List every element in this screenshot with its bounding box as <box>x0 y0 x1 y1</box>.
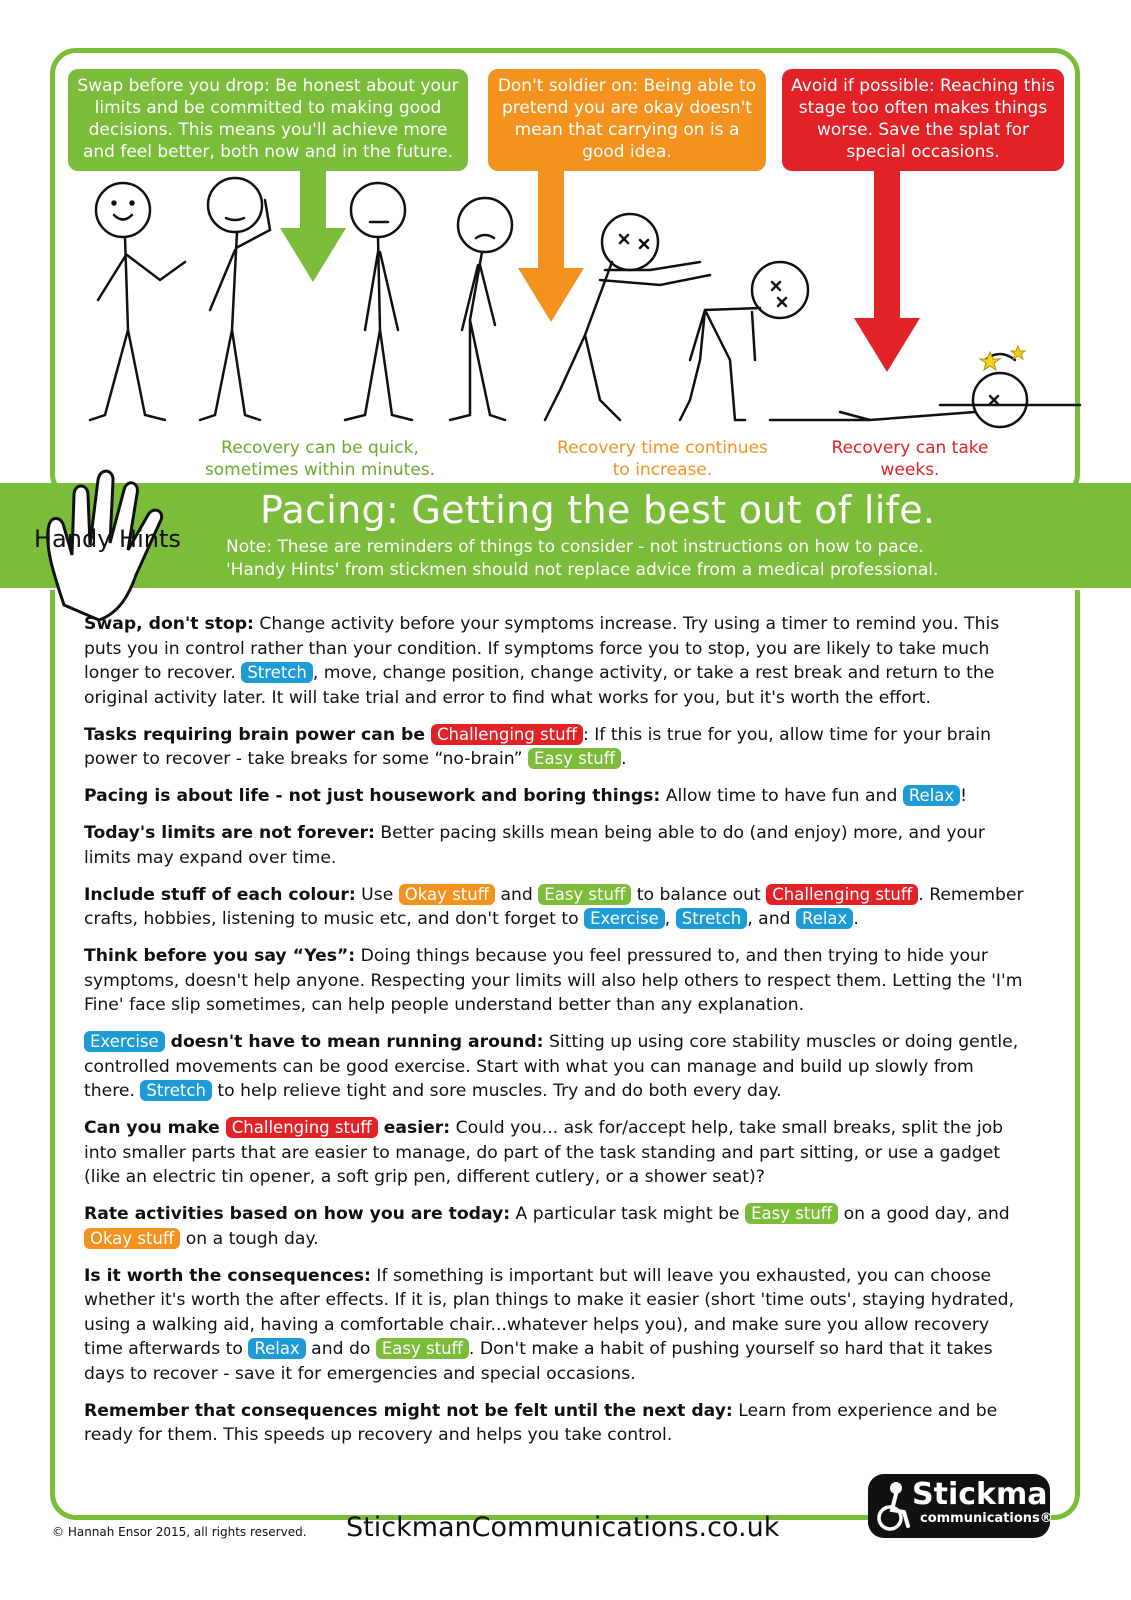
challenging-stuff-tag: Challenging stuff <box>431 724 583 745</box>
tip-head: Remember that consequences might not be felt until the next day: <box>84 1400 733 1421</box>
tip-make-easier <box>84 1116 1028 1190</box>
brand-subtitle: communications® <box>920 1511 1053 1526</box>
tip-head: Rate activities based on how you are today: <box>84 1204 511 1224</box>
tip-head: Swap, don't stop: <box>84 614 254 634</box>
tip-head: Tasks requiring brain power can be <box>84 724 431 745</box>
tip-text: to balance out <box>631 884 767 905</box>
tip-text: Better pacing skills mean being able to do (and enjoy) more, and your limits may expand over time. <box>84 823 985 868</box>
tip-text: If something is important but will leave you exhausted, you can choose whether it's worth the after effects. If it is, plan things to make it easier (short 'time outs', staying hydrated, using a walking aid, having a comfortable chair...whatever helps you), and make sure you allow recovery time afterwards to <box>84 1265 1015 1359</box>
tip-limits-not-forever <box>84 821 1028 870</box>
tip-text: . Don't make a habit of pushing yourself so hard that it takes days to recover - save it for emergencies and special occasions. <box>84 1339 993 1384</box>
page-title: Pacing: Getting the best out of life. <box>260 488 936 532</box>
easy-stuff-tag: Easy stuff <box>745 1203 838 1224</box>
stickman-communications-logo <box>868 1474 1069 1538</box>
tip-text: . <box>621 749 627 769</box>
tip-exercise <box>84 1030 1028 1104</box>
tip-head: easier: <box>377 1118 451 1138</box>
tip-rate-activities <box>84 1202 1028 1251</box>
tip-text: . <box>853 909 859 929</box>
callout-orange-text: Being able to pretend you are okay doesn't mean that carrying on is a good idea. <box>502 76 757 162</box>
tip-brain-power <box>84 723 1028 772</box>
tip-text: : If this is true for you, allow time for your brain power to recover - take breaks for some “no-brain” <box>84 724 991 769</box>
tip-text: Change activity before your symptoms increase. Try using a timer to remind you. This puts you in control rather than your condition. If symptoms force you to stop, you are likely to take much longer to recover. <box>84 614 1000 683</box>
tip-text: . Remember crafts, hobbies, listening to music etc, and don't forget to <box>84 884 1024 929</box>
tip-text: on a good day, and <box>838 1204 1010 1224</box>
tip-head: Include stuff of each colour: <box>84 884 356 905</box>
okay-stuff-tag: Okay stuff <box>399 884 495 905</box>
tip-text: ! <box>960 786 968 806</box>
tip-text: on a tough day. <box>180 1228 319 1249</box>
tip-text: Sitting up using core stability muscles or doing gentle, controlled movements can be good exercise. Start with what you can manage and build up slowly from there. <box>84 1032 1019 1101</box>
callout-dont-soldier-on <box>488 69 766 171</box>
tip-think-before-yes <box>84 944 1028 1018</box>
copyright-notice: © Hannah Ensor 2015, all rights reserved. <box>52 1525 307 1539</box>
callout-green-head: Swap before you drop: <box>77 76 270 96</box>
tip-head: Can you make <box>84 1118 226 1138</box>
tip-text: , move, change position, change activity, or take a rest break and return to the original activity later. It will take trial and error to find what works for you, but it's worth the effort. <box>84 663 995 708</box>
tip-text: , and <box>747 909 796 929</box>
okay-stuff-tag: Okay stuff <box>84 1228 180 1249</box>
stretch-tag: Stretch <box>676 908 748 929</box>
tip-text: and do <box>305 1339 376 1359</box>
challenging-stuff-tag: Challenging stuff <box>766 884 918 905</box>
tip-head: doesn't have to mean running around: <box>164 1032 544 1052</box>
tip-next-day <box>84 1399 1028 1448</box>
callout-avoid-if-possible <box>782 69 1064 171</box>
tip-head: Today's limits are not forever: <box>84 823 375 843</box>
callout-green-text: Be honest about your limits and be committed to making good decisions. This means you'll achieve more and feel better, both now and in the future. <box>82 76 459 162</box>
stretch-tag: Stretch <box>140 1080 212 1101</box>
tip-text: to help relieve tight and sore muscles. Try and do both every day. <box>211 1081 782 1101</box>
exercise-tag: Exercise <box>84 1031 165 1052</box>
tip-text: A particular task might be <box>510 1204 746 1224</box>
stretch-tag: Stretch <box>241 662 313 683</box>
callout-red-head: Avoid if possible: <box>791 76 935 96</box>
easy-stuff-tag: Easy stuff <box>376 1338 469 1359</box>
callout-swap-before-drop <box>68 69 468 171</box>
handy-hints-label: Handy Hints <box>34 525 181 553</box>
recovery-quick-text: Recovery can be quick, sometimes within minutes. <box>204 438 436 480</box>
recovery-increase-text: Recovery time continues to increase. <box>557 438 768 480</box>
easy-stuff-tag: Easy stuff <box>538 884 631 905</box>
tip-head: Pacing is about life - not just housework and boring things: <box>84 786 661 806</box>
brand-name: Stickman <box>912 1477 1069 1512</box>
tip-text: Allow time to have fun and <box>660 786 903 806</box>
recovery-weeks-text: Recovery can take weeks. <box>831 438 989 480</box>
tip-swap-dont-stop <box>84 612 1028 710</box>
disclaimer-note: Note: These are reminders of things to consider - not instructions on how to pace. 'Handy Hints' from stickmen should not replace advice from a medical professional. <box>226 537 939 580</box>
callout-orange-head: Don't soldier on: <box>497 76 639 96</box>
relax-tag: Relax <box>248 1338 305 1359</box>
tip-text: Use <box>355 884 399 905</box>
website-link[interactable]: StickmanCommunications.co.uk <box>346 1512 780 1543</box>
tip-each-colour <box>84 883 1028 932</box>
exercise-tag: Exercise <box>584 908 665 929</box>
relax-tag: Relax <box>903 785 960 806</box>
tip-text: Learn from experience and be ready for them. This speeds up recovery and helps you take control. <box>84 1400 998 1445</box>
challenging-stuff-tag: Challenging stuff <box>226 1117 378 1138</box>
easy-stuff-tag: Easy stuff <box>528 748 621 769</box>
tips-list <box>84 612 1028 1460</box>
tip-text: Doing things because you feel pressured to, and then trying to hide your symptoms, doesn't help anyone. Respecting your limits will also help others to respect them. Letting the 'I'm Fine' face slip sometimes, can help people understand better than any explanation. <box>84 946 1023 1015</box>
wheelchair-stickman-icon <box>874 1480 914 1532</box>
tip-text: Could you... ask for/accept help, take small breaks, split the job into smaller parts that are easier to manage, do part of the task standing and part sitting, or use a gadget (like an electric tin opener, a soft grip pen, different cutlery, or a shower seat)? <box>84 1118 1004 1187</box>
callout-red-text: Reaching this stage too often makes things worse. Save the splat for special occasions. <box>798 76 1055 162</box>
tip-text: , <box>664 909 676 929</box>
tip-head: Is it worth the consequences: <box>84 1265 371 1286</box>
relax-tag: Relax <box>796 908 853 929</box>
tip-pacing-about-life <box>84 784 1028 809</box>
tip-worth-consequences <box>84 1264 1028 1387</box>
tip-text: and <box>495 884 539 905</box>
tip-head: Think before you say “Yes”: <box>84 946 356 966</box>
